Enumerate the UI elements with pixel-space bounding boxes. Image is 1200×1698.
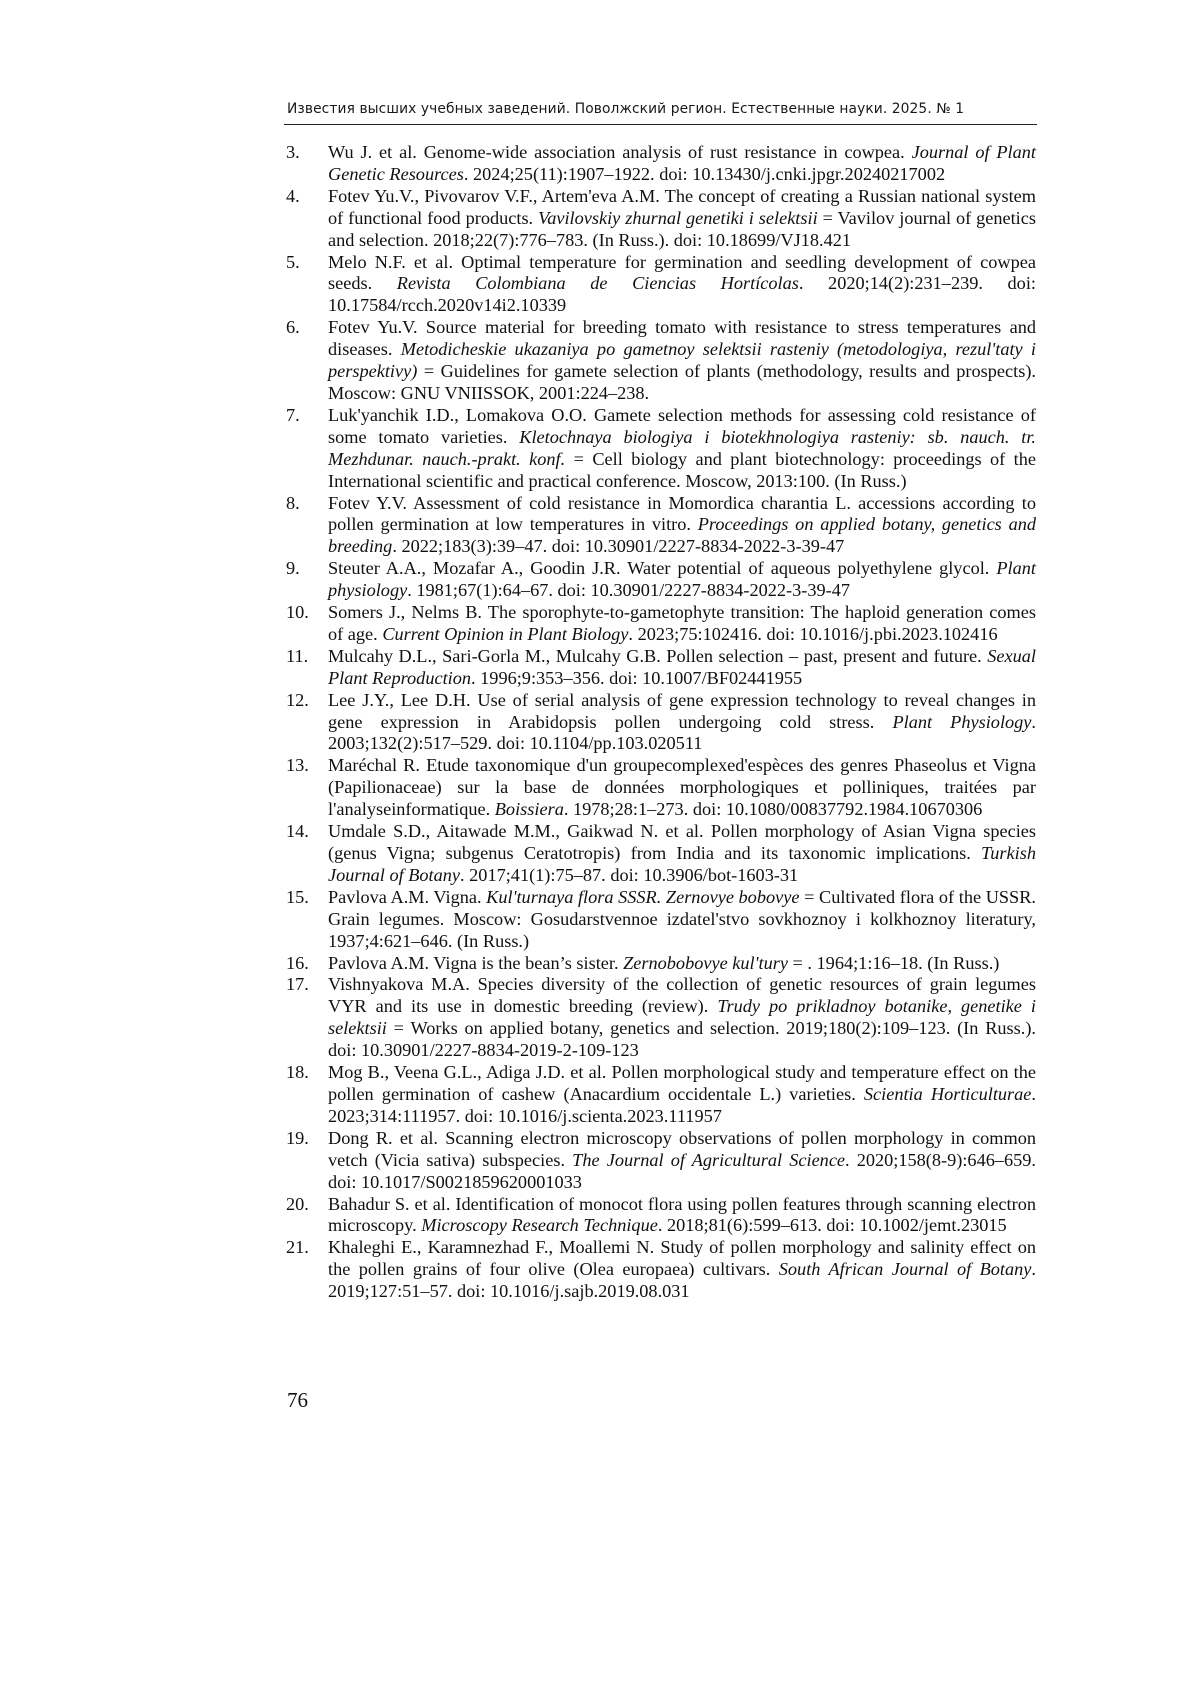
reference-list	[284, 142, 1036, 1303]
reference-source-title: Trudy po prikladnoy botanike, genetike i selektsii	[328, 996, 1036, 1039]
reference-text: . 2023;314:111957. doi: 10.1016/j.scienta.2023.111957	[328, 1083, 1036, 1126]
reference-source-title: Sexual Plant Reproduction	[328, 645, 1036, 688]
reference-source-title: Vavilovskiy zhurnal genetiki i selektsii	[538, 207, 818, 228]
reference-text: Bahadur S. et al. Identification of monocot flora using pollen features through scanning electron microscopy.	[328, 1193, 1036, 1236]
reference-item	[284, 602, 1036, 646]
reference-number: 18.	[286, 1062, 309, 1083]
reference-item	[284, 953, 1036, 975]
reference-item	[284, 405, 1036, 493]
reference-item	[284, 1062, 1036, 1128]
page-number: 76	[287, 1388, 308, 1412]
reference-number: 20.	[286, 1193, 309, 1214]
reference-source-title: Plant Physiology	[892, 711, 1032, 732]
reference-source-title: Metodicheskie ukazaniya po gametnoy selektsii rasteniy (metodologiya, rezul'taty i perspektivy)	[328, 339, 1037, 382]
reference-item	[284, 558, 1036, 602]
reference-item	[284, 887, 1036, 953]
reference-text: Luk'yanchik I.D., Lomakova O.O. Gamete selection methods for assessing cold resistance of some tomato varieties.	[328, 404, 1036, 447]
reference-number: 9.	[286, 558, 300, 579]
reference-item	[284, 493, 1036, 559]
reference-text: = Vavilov journal of genetics and selection. 2018;22(7):776–783. (In Russ.). doi: 10.18699/VJ18.421	[328, 207, 1036, 250]
reference-number: 3.	[286, 142, 300, 162]
reference-text: . 1996;9:353–356. doi: 10.1007/BF02441955	[471, 667, 803, 688]
reference-text: Pavlova A.M. Vigna.	[328, 886, 487, 907]
reference-text: Vishnyakova M.A. Species diversity of the collection of genetic resources of grain legumes VYR and its use in domestic breeding (review).	[328, 974, 1036, 1017]
reference-text: Lee J.Y., Lee D.H. Use of serial analysis of gene expression technology to reveal changes in gene expression in Arabidopsis pollen undergoing cold stress.	[328, 689, 1036, 732]
reference-item	[284, 142, 1036, 186]
reference-item	[284, 252, 1036, 318]
reference-text: . 2024;25(11):1907–1922. doi: 10.13430/j.cnki.jpgr.20240217002	[463, 163, 946, 184]
reference-text: = Cultivated flora of the USSR. Grain legumes. Moscow: Gosudarstvennoe izdatel'stvo sovkhoznoy i kolkhoznoy literatury, 1937;4:621–646. (In Russ.)	[328, 886, 1036, 951]
reference-number: 19.	[286, 1127, 309, 1148]
reference-source-title: Kul'turnaya flora SSSR. Zernovye bobovye	[486, 886, 800, 907]
reference-item	[284, 646, 1036, 690]
reference-text: . 2019;127:51–57. doi: 10.1016/j.sajb.2019.08.031	[328, 1259, 1036, 1302]
reference-text: Pavlova A.M. Vigna is the bean’s sister.	[328, 952, 624, 973]
reference-item	[284, 690, 1036, 756]
reference-item	[284, 186, 1036, 252]
reference-text: Fotev Yu.V., Pivovarov V.F., Artem'eva A.M. The concept of creating a Russian national system of functional food products.	[328, 185, 1036, 228]
header-rule	[284, 124, 1037, 125]
reference-source-title: Kletochnaya biologiya i biotekhnologiya rasteniy: sb. nauch. tr. Mezhdunar. nauch.-prakt. konf.	[328, 426, 1036, 469]
reference-text: . 2018;81(6):599–613. doi: 10.1002/jemt.23015	[657, 1215, 1007, 1236]
reference-text: Melo N.F. et al. Optimal temperature for germination and seedling development of cowpea seeds.	[328, 251, 1036, 294]
reference-text: Wu J. et al. Genome-wide association analysis of rust resistance in cowpea.	[328, 142, 912, 162]
reference-source-title: Proceedings on applied botany, genetics and breeding	[328, 514, 1036, 557]
reference-item	[284, 755, 1036, 821]
reference-number: 17.	[286, 974, 309, 995]
reference-number: 5.	[286, 251, 300, 272]
reference-text: Fotev Yu.V. Source material for breeding tomato with resistance to stress temperatures and diseases.	[328, 317, 1036, 360]
reference-number: 10.	[286, 602, 309, 623]
reference-source-title: Zernobobovye kul'tury	[623, 952, 788, 973]
reference-source-title: Revista Colombiana de Ciencias Hortícolas	[396, 273, 799, 294]
reference-item	[284, 821, 1036, 887]
reference-number: 4.	[286, 185, 300, 206]
reference-source-title: Scientia Horticulturae	[863, 1083, 1032, 1104]
reference-number: 16.	[286, 952, 309, 973]
reference-text: = Guidelines for gamete selection of plants (methodology, results and prospects). Moscow: GNU VNIISSOK, 2001:224–238.	[328, 361, 1036, 403]
reference-item	[284, 1194, 1036, 1238]
reference-text: Khaleghi E., Karamnezhad F., Moallemi N. Study of pollen morphology and salinity effect on the pollen grains of four olive (Olea europaea) cultivars.	[328, 1237, 1036, 1280]
reference-item	[284, 974, 1036, 1062]
reference-text: = . 1964;1:16–18. (In Russ.)	[787, 952, 1000, 973]
reference-number: 12.	[286, 689, 309, 710]
reference-number: 13.	[286, 755, 309, 776]
reference-source-title: Boissiera	[494, 799, 564, 820]
reference-text: Mulcahy D.L., Sari-Gorla M., Mulcahy G.B. Pollen selection – past, present and future.	[328, 645, 988, 666]
reference-source-title: Journal of Plant Genetic Resources	[328, 142, 1036, 184]
reference-item	[284, 1237, 1036, 1303]
reference-text: = Works on applied botany, genetics and selection. 2019;180(2):109–123. (In Russ.). doi: 10.30901/2227-8834-2019-2-109-123	[328, 1018, 1036, 1061]
reference-source-title: Current Opinion in Plant Biology	[382, 623, 629, 644]
reference-text: . 2017;41(1):75–87. doi: 10.3906/bot-1603-31	[460, 864, 799, 885]
reference-number: 14.	[286, 821, 309, 842]
reference-text: Dong R. et al. Scanning electron microscopy observations of pollen morphology in common vetch (Vicia sativa) subspecies.	[328, 1127, 1036, 1170]
reference-item	[284, 1128, 1036, 1194]
reference-text: . 1978;28:1–273. doi: 10.1080/00837792.1984.10670306	[563, 799, 983, 820]
reference-source-title: The Journal of Agricultural Science	[572, 1149, 846, 1170]
reference-text: Mog B., Veena G.L., Adiga J.D. et al. Pollen morphological study and temperature effect on the pollen germination of cashew (Anacardium occidentale L.) varieties.	[328, 1062, 1036, 1104]
reference-text: Somers J., Nelms B. The sporophyte-to-gametophyte transition: The haploid generation comes of age.	[328, 602, 1036, 644]
reference-number: 7.	[286, 404, 300, 425]
reference-text: Umdale S.D., Aitawade M.M., Gaikwad N. et al. Pollen morphology of Asian Vigna species (genus Vigna; subgenus Ceratotropis) from India and its taxonomic implications.	[328, 821, 1036, 863]
reference-text: . 2020;14(2):231–239. doi: 10.17584/rcch.2020v14i2.10339	[328, 273, 1036, 316]
reference-number: 8.	[286, 492, 300, 513]
reference-text: . 2020;158(8-9):646–659. doi: 10.1017/S0021859620001033	[328, 1149, 1036, 1192]
reference-source-title: Turkish Journal of Botany	[328, 843, 1036, 885]
reference-text: Maréchal R. Etude taxonomique d'un groupecomplexed'espèces des genres Phaseolus et Vigna (Papilionaceae) sur la base de données morphologiques et polliniques, traitées par l'analyseinformatique.	[328, 755, 1036, 820]
reference-text: . 1981;67(1):64–67. doi: 10.30901/2227-8834-2022-3-39-47	[407, 580, 850, 601]
reference-number: 21.	[286, 1237, 309, 1258]
running-header: Известия высших учебных заведений. Поволжский регион. Естественные науки. 2025. № 1	[287, 101, 965, 117]
reference-text: . 2003;132(2):517–529. doi: 10.1104/pp.103.020511	[328, 711, 1036, 754]
reference-item	[284, 317, 1036, 405]
reference-source-title: Plant physiology	[328, 558, 1036, 601]
reference-text: Steuter A.A., Mozafar A., Goodin J.R. Water potential of aqueous polyethylene glycol.	[328, 558, 997, 579]
reference-number: 6.	[286, 317, 300, 338]
reference-number: 15.	[286, 886, 309, 907]
reference-text: Fotev Y.V. Assessment of cold resistance in Momordica charantia L. accessions according to pollen germination at low temperatures in vitro.	[328, 492, 1036, 535]
reference-text: = Cell biology and plant biotechnology: proceedings of the International scientific and practical conference. Moscow, 2013:100. (In Russ.)	[328, 448, 1037, 491]
reference-number: 11.	[286, 645, 309, 666]
reference-source-title: South African Journal of Botany	[778, 1259, 1032, 1280]
reference-source-title: Microscopy Research Technique	[421, 1215, 658, 1236]
reference-text: . 2023;75:102416. doi: 10.1016/j.pbi.2023.102416	[628, 623, 998, 644]
reference-text: . 2022;183(3):39–47. doi: 10.30901/2227-8834-2022-3-39-47	[392, 536, 845, 557]
